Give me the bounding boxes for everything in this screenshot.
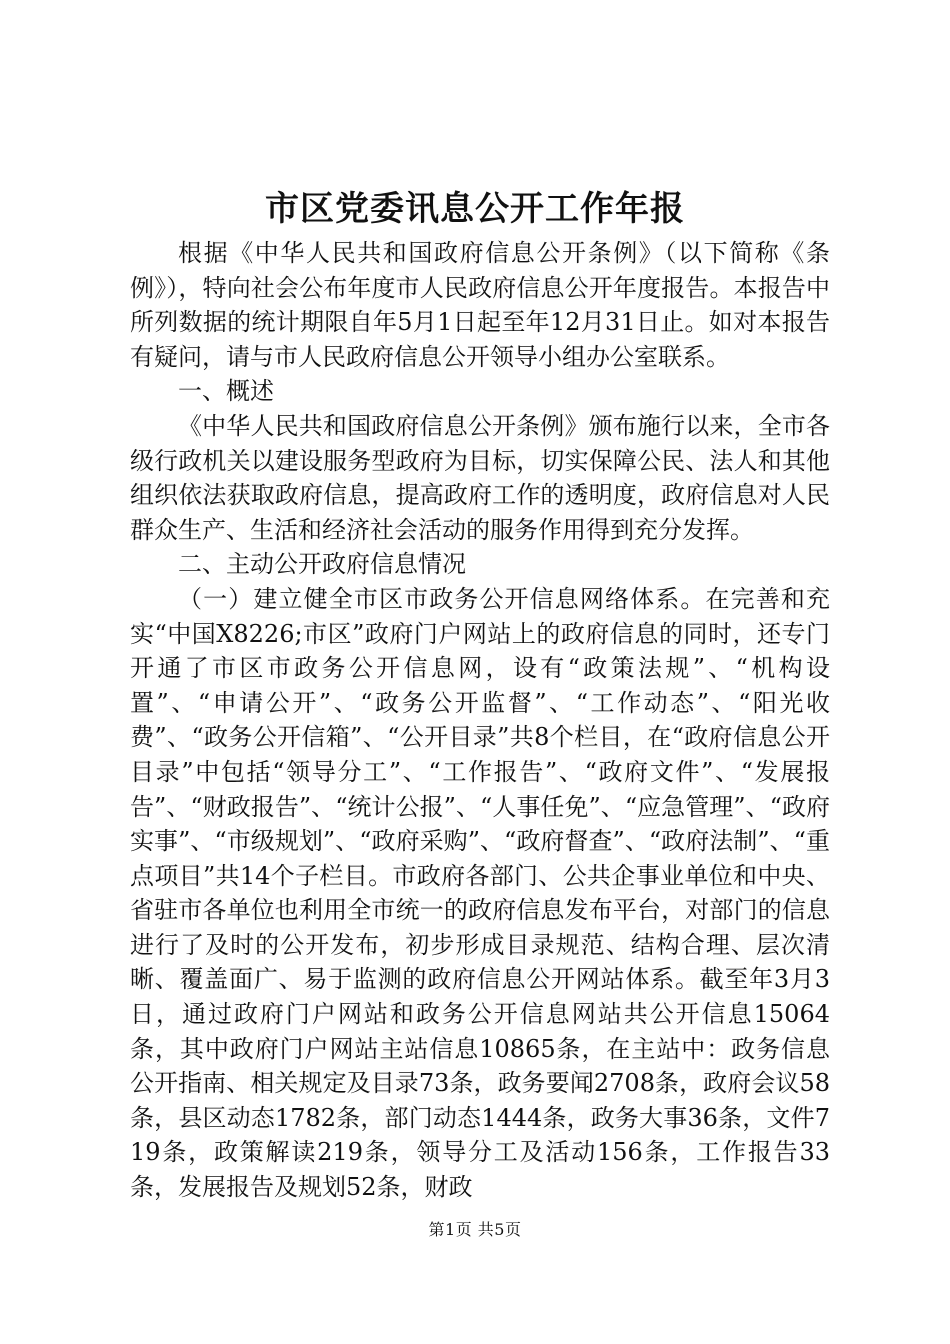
document-title: 市区党委讯息公开工作年报	[265, 189, 685, 229]
intro-paragraph: 根据《中华人民共和国政府信息公开条例》（以下简称《条例》），特向社会公布年度市人民政府信息公开年度报告。本报告中所列数据的统计期限自年5月1日起至年12月31日止。如对本报告有疑问，请与市人民政府信息公开领导小组办公室联系。	[130, 239, 830, 371]
document-body	[130, 236, 830, 1205]
section-heading-overview: 一、概述	[178, 377, 274, 406]
page-number-footer: 第1页 共5页	[428, 1220, 522, 1239]
active-disclosure-paragraph: （一）建立健全市区市政务公开信息网络体系。在完善和充实“中国X8226;市区”政府门户网站上的政府信息的同时，还专门开通了市区市政务公开信息网，设有“政策法规”、“机构设置”、“申请公开”、“政务公开监督”、“工作动态”、“阳光收费”、“政务公开信箱”、“公开目录”共8个栏目，在“政府信息公开目录”中包括“领导分工”、“工作报告”、“政府文件”、“发展报告”、“财政报告”、“统计公报”、“人事任免”、“应急管理”、“政府实事”、“市级规划”、“政府采购”、“政府督查”、“政府法制”、“重点项目”共14个子栏目。市政府各部门、公共企事业单位和中央、省驻市各单位也利用全市统一的政府信息发布平台，对部门的信息进行了及时的公开发布，初步形成目录规范、结构合理、层次清晰、覆盖面广、易于监测的政府信息公开网站体系。截至年3月3日，通过政府门户网站和政务公开信息网站共公开信息15064条，其中政府门户网站主站信息10865条，在主站中：政务信息公开指南、相关规定及目录73条，政务要闻2708条，政府会议58条，县区动态1782条，部门动态1444条，政务大事36条，文件719条，政策解读219条，领导分工及活动156条，工作报告33条，发展报告及规划52条，财政	[130, 584, 830, 1202]
overview-paragraph: 《中华人民共和国政府信息公开条例》颁布施行以来，全市各级行政机关以建设服务型政府为目标，切实保障公民、法人和其他组织依法获取政府信息，提高政府工作的透明度，政府信息对人民群众生产、生活和经济社会活动的服务作用得到充分发挥。	[130, 411, 830, 544]
section-heading-active-disclosure: 二、主动公开政府信息情况	[178, 550, 466, 579]
